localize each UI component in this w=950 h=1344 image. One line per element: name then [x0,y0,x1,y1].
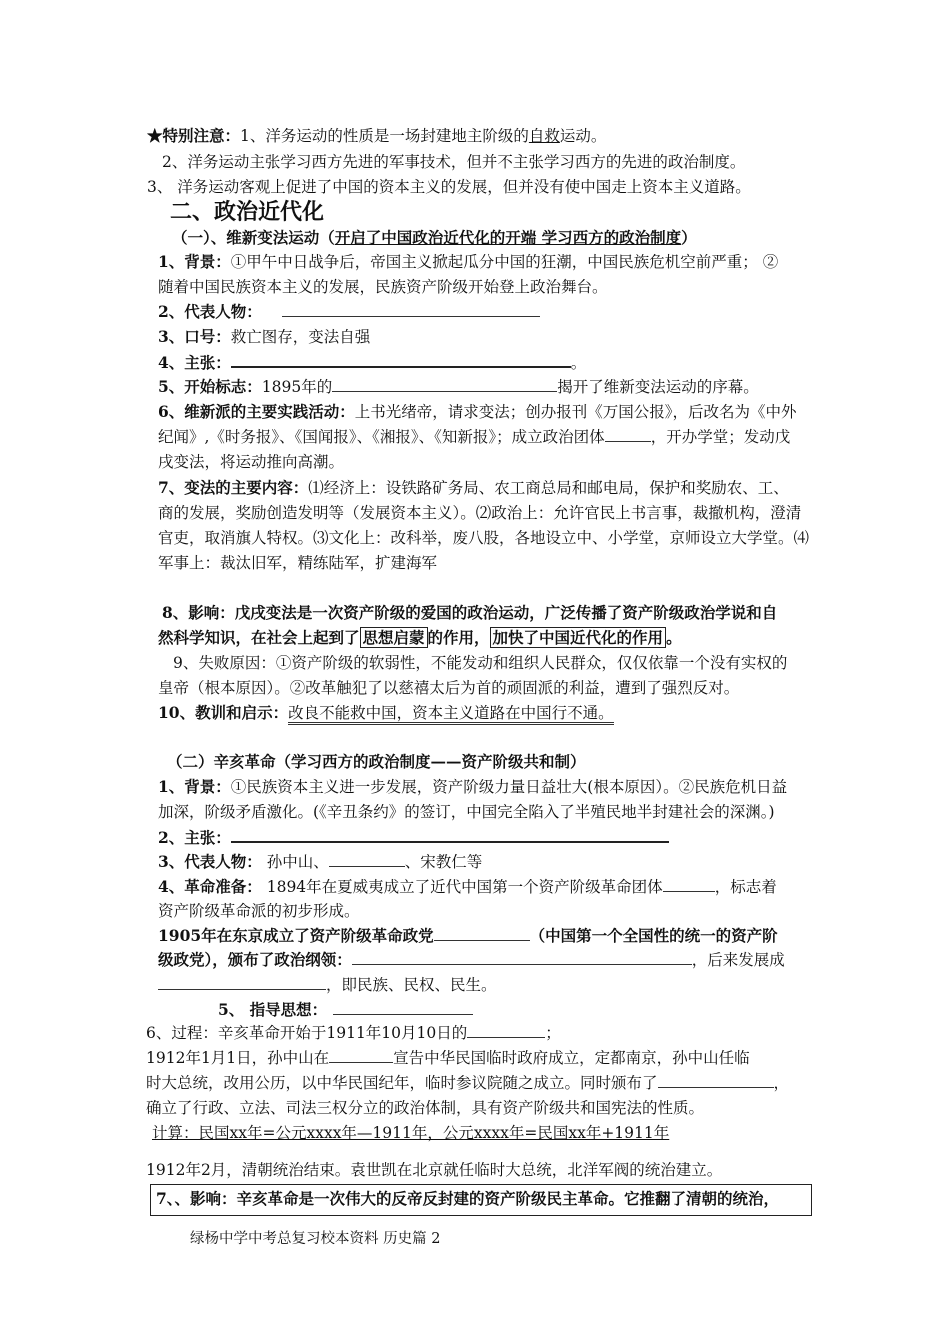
blank[interactable] [333,1000,473,1015]
blank[interactable] [329,852,405,867]
blank[interactable] [605,427,651,442]
blank[interactable] [231,827,669,843]
s1-influence-1: 8、影响：戊戌变法是一次资产阶级的爱国的政治运动，广泛传播了资产阶级政治学说和自 [162,603,778,622]
s2-process-4: 确立了行政、立法、司法三权分立的政治体制，具有资产阶级共和国宪法的性质。 [146,1099,705,1117]
s2-party-2: 级政党），颁布了政治纲领： ，后来发展成 [158,950,785,969]
s1-content-3: 官吏，取消旗人特权。⑶文化上：改科举，废八股，各地设立中、小学堂，京师设立大学堂。⑷ [158,529,810,547]
blank[interactable] [231,352,571,368]
s1-content-2: 商的发展，奖励创造发明等（发展资本主义）。⑵政治上：允许官民上书言事，裁撤机构，澄清 [158,504,802,522]
s2-guide: 5、 指导思想： [218,1000,473,1020]
s2-prep-1: 4、革命准备： 1894年在夏威夷成立了近代中国第一个资产阶级革命团体 ，标志着 [158,877,777,896]
modernization-box: 加快了中国近代化的作用 [490,627,667,648]
s1-claim: 4、主张： 。 [158,353,587,372]
blank[interactable] [282,302,540,317]
s1-fail-2: 皇帝（根本原因）。②改革触犯了以慈禧太后为首的顽固派的利益，遭到了强烈反对。 [158,679,740,697]
s2-process-3: 时大总统，改用公历，以中华民国纪年，临时参议院随之成立。同时颁布了 ， [146,1074,790,1092]
blank[interactable] [663,877,715,892]
s1-bg-2: 随着中国民族资本主义的发展，民族资产阶级开始登上政治舞台。 [158,278,608,296]
s2-title: （二）辛亥革命（学习西方的政治制度——资产阶级共和制） [167,752,586,771]
blank[interactable] [329,1048,393,1063]
blank[interactable] [658,1073,774,1088]
note-line-3: 3、 洋务运动客观上促进了中国的资本主义的发展，但并没有使中国走上资本主义道路。 [147,178,751,196]
s1-fail-1: 9、失败原因：①资产阶级的软弱性，不能发动和组织人民群众，仅仅依靠一个没有实权的 [173,654,788,672]
s1-slogan: 3、口号：救亡图存，变法自强 [158,327,371,346]
s1-content-4: 军事上：裁汰旧军，精练陆军，扩建海军 [158,554,438,572]
blank[interactable] [434,926,530,941]
s2-party-3: ，即民族、民权、民生。 [158,975,497,995]
s1-influence-2: 然科学知识，在社会上起到了 思想启蒙 的作用， 加快了中国近代化的作用 。 [158,628,682,647]
s1-bg-1: 1、背景：①甲午中日战争后，帝国主义掀起瓜分中国的狂潮，中国民族危机空前严重； ② [158,252,779,271]
enlightenment-box: 思想启蒙 [360,627,428,648]
s1-act-2: 纪闻》,《时务报》、《国闻报》、《湘报》、《知新报》；成立政治团体 ，开办学堂；发动戊 [158,428,791,446]
blank[interactable] [352,950,692,965]
section-title: 二、政治近代化 [170,199,325,225]
s2-rep: 3、代表人物： 孙中山、 、宋教仁等 [158,852,483,871]
self-rescue-term: 自救 [528,127,560,145]
page-footer: 绿杨中学中考总复习校本资料 历史篇 2 [190,1231,441,1247]
blank[interactable] [332,377,557,392]
s1-act-1: 6、维新派的主要实践活动：上书光绪帝，请求变法；创办报刊《万国公报》，后改名为《中外 [158,402,797,421]
s2-bg-1: 1、背景：①民族资本主义进一步发展，资产阶级力量日益壮大(根本原因）。②民族危机日益 [158,777,788,796]
s1-act-3: 戌变法，将运动推向高潮。 [158,453,345,471]
s1-rep: 2、代表人物： [158,302,540,322]
s2-process-1: 6、过程：辛亥革命开始于1911年10月10日的 ； [146,1024,561,1042]
s2-prep-2: 资产阶级革命派的初步形成。 [158,902,360,920]
note-line-2: 2、洋务运动主张学习西方先进的军事技术，但并不主张学习西方的先进的政治制度。 [162,153,746,171]
blank[interactable] [158,975,326,990]
s2-calc: 计算：民国xx年=公元xxxx年—1911年，公元xxxx年=民国xx年+1911年 [152,1124,670,1142]
s1-title: （一）、维新变法运动（开启了中国政治近代化的开端 学习西方的政治制度） [172,228,697,247]
s2-party-1: 1905年在东京成立了资产阶级革命政党 （中国第一个全国性的统一的资产阶 [158,926,778,945]
s2-process-2: 1912年1月1日，孙中山在 宣告中华民国临时政府成立，定都南京，孙中山任临 [146,1049,750,1067]
note-line-1: ★特别注意：1、洋务运动的性质是一场封建地主阶级的自救运动。 [147,126,607,145]
s2-claim: 2、主张： [158,827,669,848]
s2-influence: 7、、影响：辛亥革命是一次伟大的反帝反封建的资产阶级民主革命。它推翻了清朝的统治， [156,1189,780,1208]
s1-content-1: 7、变法的主要内容：⑴经济上：设铁路矿务局、农工商总局和邮电局，保护和奖励农、工、 [158,478,789,497]
s2-end: 1912年2月，清朝统治结束。袁世凯在北京就任临时大总统，北洋军阀的统治建立。 [146,1161,723,1179]
blank[interactable] [467,1023,545,1038]
note-label: ★特别注意： [147,126,241,145]
s1-lesson: 10、教训和启示：改良不能救中国，资本主义道路在中国行不通。 [158,703,614,723]
s2-bg-2: 加深，阶级矛盾激化。(《辛丑条约》的签订，中国完全陷入了半殖民地半封建社会的深渊。) [158,803,775,821]
s1-start: 5、开始标志：1895年的 揭开了维新变法运动的序幕。 [158,377,759,396]
